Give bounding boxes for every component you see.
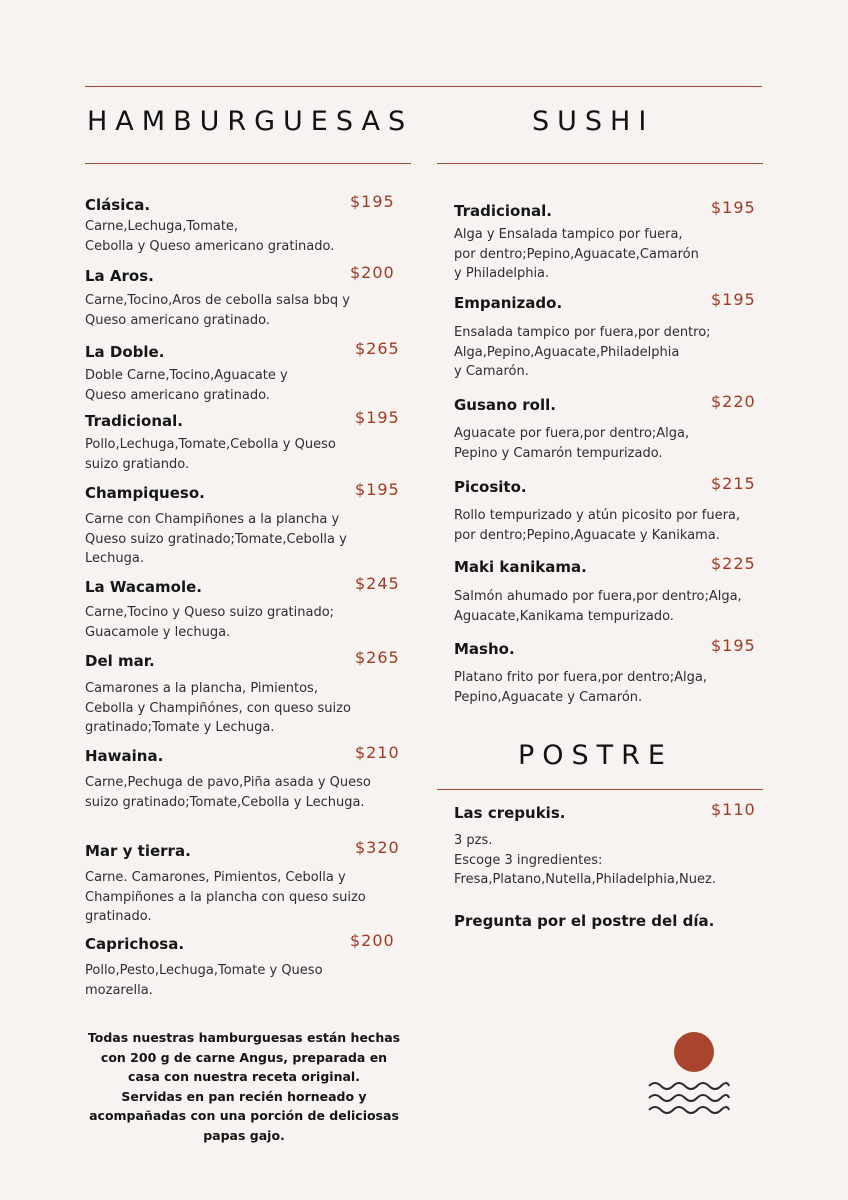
item-price: $215 [711, 474, 756, 493]
item-price: $200 [350, 931, 395, 950]
item-price: $195 [355, 480, 400, 499]
item-description: Salmón ahumado por fuera,por dentro;Alga, Aguacate,Kanikama tempurizado. [454, 589, 742, 624]
item-description: Carne con Champiñones a la plancha y Queso suizo gratinado;Tomate,Cebolla y Lechuga. [85, 512, 347, 566]
item-name: Las crepukis. [454, 804, 566, 822]
item-name: Champiqueso. [85, 484, 205, 502]
item-name: Caprichosa. [85, 935, 185, 953]
item-name: Masho. [454, 640, 515, 658]
sun-waves-icon [645, 1030, 735, 1120]
item-name: Mar y tierra. [85, 842, 191, 860]
sushi-heading: SUSHI [532, 106, 655, 137]
item-description: 3 pzs. Escoge 3 ingredientes: Fresa,Platano,Nutella,Philadelphia,Nuez. [454, 833, 716, 887]
dessert-divider [437, 789, 763, 790]
item-description: Doble Carne,Tocino,Aguacate y Queso americano gratinado. [85, 368, 288, 403]
item-price: $195 [711, 290, 756, 309]
item-description: Rollo tempurizado y atún picosito por fuera, por dentro;Pepino,Aguacate y Kanikama. [454, 508, 741, 543]
burger-footnote: Todas nuestras hamburguesas están hechas con 200 g de carne Angus, preparada en casa con nuestra receta original. Servidas en pan recién horneado y acompañadas con una porción de deliciosas papas gajo. [87, 1030, 401, 1143]
item-description: Pollo,Pesto,Lechuga,Tomate y Queso mozarella. [85, 963, 323, 998]
item-name: Picosito. [454, 478, 527, 496]
item-description: Pollo,Lechuga,Tomate,Cebolla y Queso suizo gratiando. [85, 437, 336, 472]
item-description: Camarones a la plancha, Pimientos, Cebolla y Champiñónes, con queso suizo gratinado;Tomate y Lechuga. [85, 681, 351, 735]
item-description: Carne,Tocino y Queso suizo gratinado; Guacamole y lechuga. [85, 605, 335, 640]
item-name: Maki kanikama. [454, 558, 587, 576]
item-description: Carne. Camarones, Pimientos, Cebolla y Champiñones a la plancha con queso suizo gratinado. [85, 870, 366, 924]
item-name: Empanizado. [454, 294, 563, 312]
item-description: Carne,Lechuga,Tomate, Cebolla y Queso americano gratinado. [85, 219, 335, 254]
item-description: Platano frito por fuera,por dentro;Alga, Pepino,Aguacate y Camarón. [454, 670, 707, 705]
item-price: $195 [711, 636, 756, 655]
item-name: Tradicional. [85, 412, 183, 430]
item-description: Carne,Tocino,Aros de cebolla salsa bbq y Queso americano gratinado. [85, 293, 350, 328]
item-name: Clásica. [85, 196, 151, 214]
burgers-divider [85, 163, 411, 164]
item-price: $195 [355, 408, 400, 427]
item-name: La Aros. [85, 267, 154, 285]
item-name: La Doble. [85, 343, 165, 361]
item-price: $200 [350, 263, 395, 282]
burgers-heading: HAMBURGUESAS [87, 106, 414, 137]
item-price: $210 [355, 743, 400, 762]
item-description: Alga y Ensalada tampico por fuera, por dentro;Pepino,Aguacate,Camarón y Philadelphia. [454, 227, 699, 281]
item-price: $265 [355, 648, 400, 667]
item-price: $245 [355, 574, 400, 593]
item-description: Carne,Pechuga de pavo,Piña asada y Queso suizo gratinado;Tomate,Cebolla y Lechuga. [85, 775, 371, 810]
item-description: Ensalada tampico por fuera,por dentro; Alga,Pepino,Aguacate,Philadelphia y Camarón. [454, 325, 711, 379]
item-price: $265 [355, 339, 400, 358]
item-price: $320 [355, 838, 400, 857]
item-name: Del mar. [85, 652, 155, 670]
item-name: Hawaina. [85, 747, 164, 765]
item-price: $225 [711, 554, 756, 573]
dessert-heading: POSTRE [518, 740, 673, 771]
item-name: La Wacamole. [85, 578, 202, 596]
top-divider [85, 86, 762, 87]
item-price: $195 [350, 192, 395, 211]
item-price: $195 [711, 198, 756, 217]
item-description: Aguacate por fuera,por dentro;Alga, Pepino y Camarón tempurizado. [454, 426, 690, 461]
item-price: $110 [711, 800, 756, 819]
dessert-of-the-day-note: Pregunta por el postre del día. [454, 912, 715, 930]
item-price: $220 [711, 392, 756, 411]
item-name: Tradicional. [454, 202, 552, 220]
item-name: Gusano roll. [454, 396, 556, 414]
sushi-divider [437, 163, 763, 164]
